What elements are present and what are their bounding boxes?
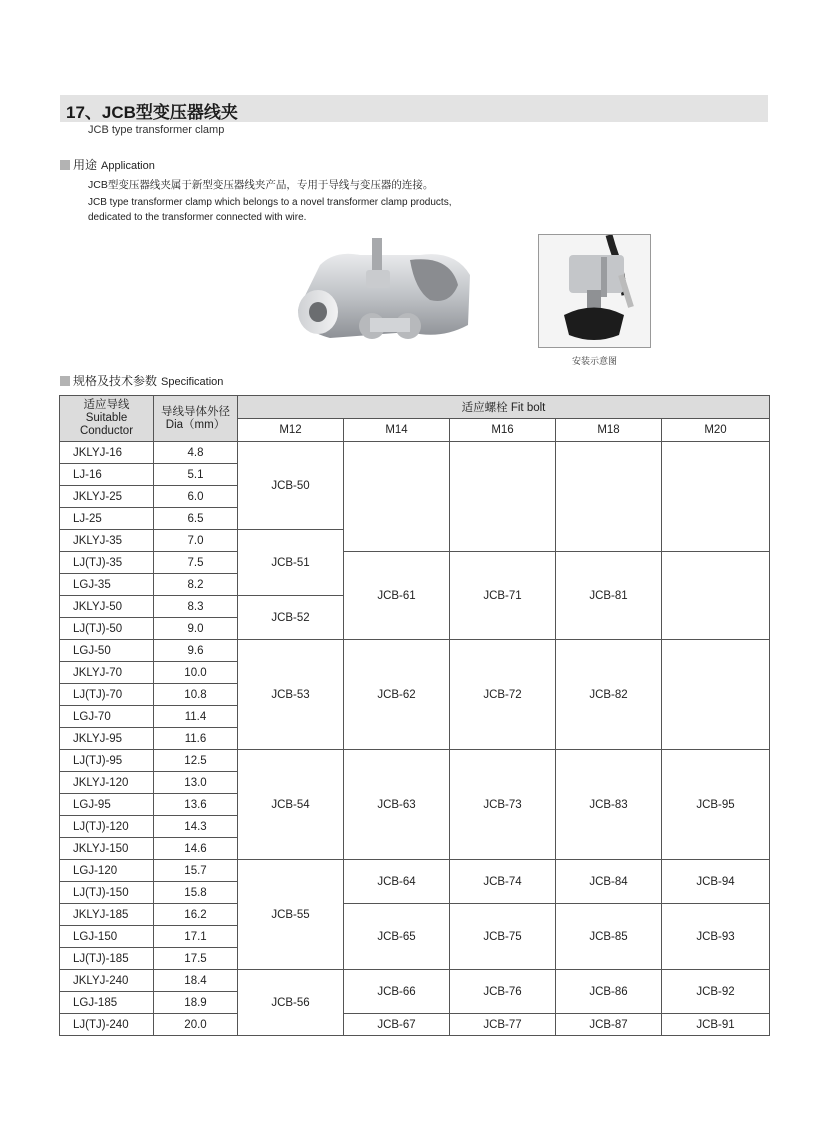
application-text-en: JCB type transformer clamp which belongs to a novel transformer clamp products, dedicated to the transformer connected with wire. [88, 197, 452, 223]
table-cell: LJ(TJ)-70 [60, 684, 154, 706]
column-header-m14: M14 [344, 419, 450, 442]
table-cell: JKLYJ-150 [60, 838, 154, 860]
table-cell: JCB-54 [238, 750, 344, 860]
table-cell: 12.5 [154, 750, 238, 772]
title-bar [60, 95, 768, 122]
table-row [60, 860, 770, 882]
table-row [60, 1014, 770, 1036]
table-cell: LGJ-150 [60, 926, 154, 948]
table-row [60, 750, 770, 772]
table-cell: JCB-62 [344, 640, 450, 750]
table-cell: JCB-52 [238, 596, 344, 640]
table-cell: JKLYJ-25 [60, 486, 154, 508]
table-cell [662, 640, 770, 750]
table-cell: 20.0 [154, 1014, 238, 1036]
table-cell: JKLYJ-95 [60, 728, 154, 750]
table-cell: 10.8 [154, 684, 238, 706]
square-bullet-icon [60, 160, 70, 170]
table-cell: JCB-91 [662, 1014, 770, 1036]
table-cell: JCB-85 [556, 904, 662, 970]
table-cell: JCB-73 [450, 750, 556, 860]
table-cell: 15.7 [154, 860, 238, 882]
table-cell: JCB-72 [450, 640, 556, 750]
table-cell: 17.1 [154, 926, 238, 948]
table-cell: JCB-81 [556, 552, 662, 640]
application-text-cn: JCB型变压器线夹属于新型变压器线夹产品，专用于导线与变压器的连接。 [88, 179, 434, 191]
column-header-conductor: 适应导线 Suitable Conductor [60, 396, 154, 442]
table-cell: 18.4 [154, 970, 238, 992]
table-cell: JCB-67 [344, 1014, 450, 1036]
table-cell: JCB-50 [238, 442, 344, 530]
installation-diagram-image [538, 234, 651, 348]
table-cell: JCB-65 [344, 904, 450, 970]
table-row [60, 552, 770, 574]
table-cell: JCB-51 [238, 530, 344, 596]
column-header-m20: M20 [662, 419, 770, 442]
table-cell [662, 442, 770, 552]
page-subtitle: JCB type transformer clamp [88, 124, 225, 136]
column-header-dia: 导线导体外径 Dia（mm） [154, 396, 238, 442]
table-cell: JCB-64 [344, 860, 450, 904]
table-cell: JKLYJ-50 [60, 596, 154, 618]
table-cell: 14.6 [154, 838, 238, 860]
table-cell: JCB-74 [450, 860, 556, 904]
column-header-m18: M18 [556, 419, 662, 442]
table-cell: JCB-84 [556, 860, 662, 904]
table-cell: 14.3 [154, 816, 238, 838]
table-cell: JCB-93 [662, 904, 770, 970]
table-cell: JCB-53 [238, 640, 344, 750]
table-cell: LJ(TJ)-240 [60, 1014, 154, 1036]
table-cell: 16.2 [154, 904, 238, 926]
table-cell: JKLYJ-185 [60, 904, 154, 926]
table-cell: 11.6 [154, 728, 238, 750]
table-cell [344, 442, 450, 552]
table-cell: JKLYJ-120 [60, 772, 154, 794]
table-cell: LJ(TJ)-35 [60, 552, 154, 574]
table-row [60, 640, 770, 662]
table-cell: JCB-94 [662, 860, 770, 904]
table-cell: JKLYJ-70 [60, 662, 154, 684]
column-header-m12: M12 [238, 419, 344, 442]
table-cell [556, 442, 662, 552]
table-cell: JCB-87 [556, 1014, 662, 1036]
table-cell: LJ(TJ)-185 [60, 948, 154, 970]
table-row [60, 904, 770, 926]
table-cell: 8.3 [154, 596, 238, 618]
table-cell: 7.0 [154, 530, 238, 552]
table-row [60, 970, 770, 992]
column-header-m16: M16 [450, 419, 556, 442]
table-cell: JCB-63 [344, 750, 450, 860]
table-cell: 6.5 [154, 508, 238, 530]
table-cell: 17.5 [154, 948, 238, 970]
table-cell: JCB-77 [450, 1014, 556, 1036]
table-cell: 18.9 [154, 992, 238, 1014]
table-cell: 9.0 [154, 618, 238, 640]
table-cell: JCB-82 [556, 640, 662, 750]
table-cell: JCB-71 [450, 552, 556, 640]
table-cell: 4.8 [154, 442, 238, 464]
table-cell: JCB-83 [556, 750, 662, 860]
table-cell: LGJ-50 [60, 640, 154, 662]
table-cell: JKLYJ-16 [60, 442, 154, 464]
specification-heading: 规格及技术参数 Specification [60, 372, 223, 389]
table-cell: JKLYJ-240 [60, 970, 154, 992]
table-cell: LJ(TJ)-120 [60, 816, 154, 838]
table-cell: JCB-95 [662, 750, 770, 860]
table-cell: 6.0 [154, 486, 238, 508]
table-cell: LJ-25 [60, 508, 154, 530]
table-cell [662, 552, 770, 640]
table-cell: LGJ-35 [60, 574, 154, 596]
table-cell: 7.5 [154, 552, 238, 574]
table-cell: JCB-86 [556, 970, 662, 1014]
table-cell: JCB-55 [238, 860, 344, 970]
specification-table [59, 395, 770, 1036]
table-cell: JCB-76 [450, 970, 556, 1014]
page-title: 17、JCB型变压器线夹 [66, 103, 238, 122]
table-cell: 13.6 [154, 794, 238, 816]
table-cell: 13.0 [154, 772, 238, 794]
table-cell: LGJ-185 [60, 992, 154, 1014]
table-cell: JKLYJ-35 [60, 530, 154, 552]
table-cell: JCB-61 [344, 552, 450, 640]
table-cell: LJ(TJ)-150 [60, 882, 154, 904]
table-cell: JCB-56 [238, 970, 344, 1036]
table-cell: 15.8 [154, 882, 238, 904]
table-cell: LJ(TJ)-50 [60, 618, 154, 640]
square-bullet-icon [60, 376, 70, 386]
installation-caption: 安装示意图 [572, 356, 618, 366]
table-cell: 11.4 [154, 706, 238, 728]
clamp-product-image [290, 230, 480, 350]
table-cell: LGJ-95 [60, 794, 154, 816]
table-cell: JCB-92 [662, 970, 770, 1014]
table-cell: 9.6 [154, 640, 238, 662]
table-cell: 8.2 [154, 574, 238, 596]
table-row [60, 442, 770, 464]
table-cell: LGJ-70 [60, 706, 154, 728]
application-heading: 用途 Application [60, 156, 155, 173]
table-cell: LJ(TJ)-95 [60, 750, 154, 772]
table-cell [450, 442, 556, 552]
column-header-fit-bolt: 适应螺栓 Fit bolt [238, 396, 770, 419]
table-cell: JCB-75 [450, 904, 556, 970]
table-cell: LJ-16 [60, 464, 154, 486]
table-cell: 5.1 [154, 464, 238, 486]
table-cell: LGJ-120 [60, 860, 154, 882]
table-cell: JCB-66 [344, 970, 450, 1014]
table-cell: 10.0 [154, 662, 238, 684]
